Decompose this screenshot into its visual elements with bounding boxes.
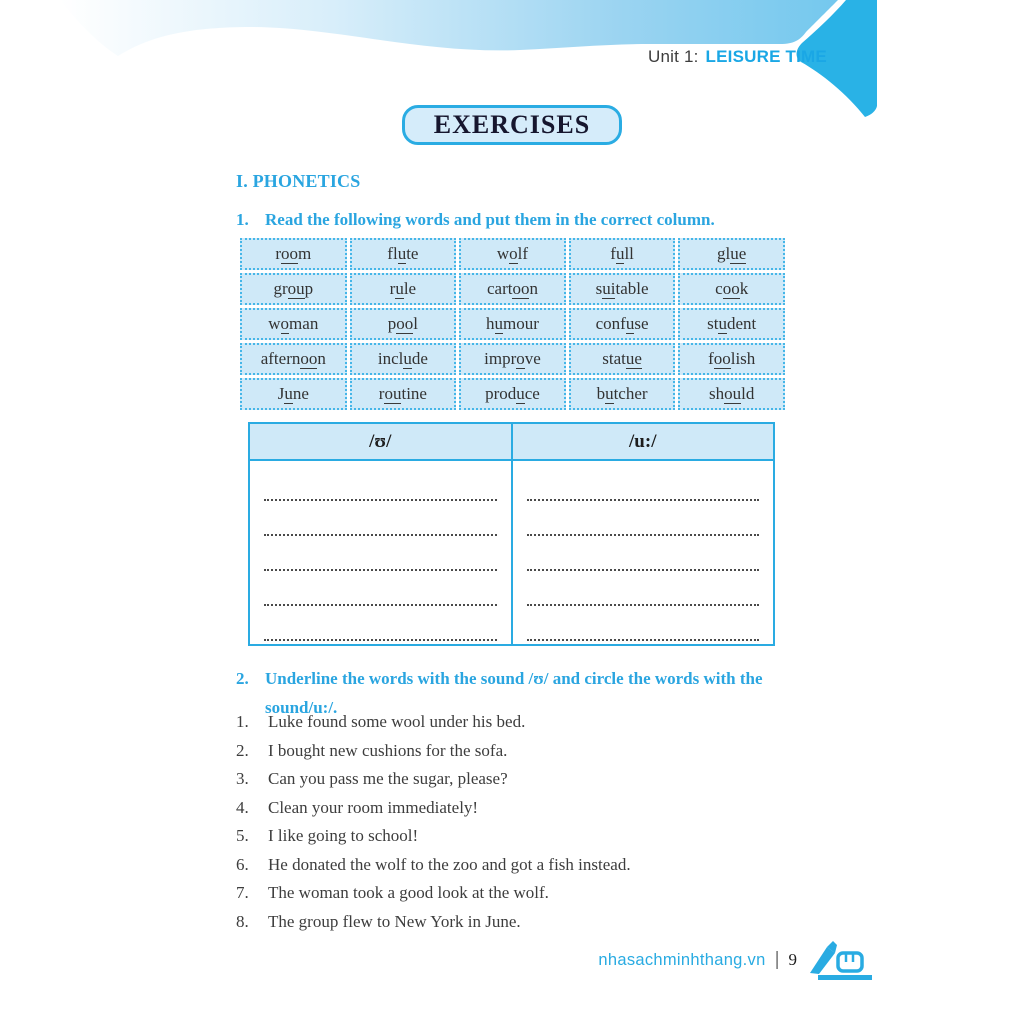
word-underlined: u (403, 349, 412, 368)
unit-header (648, 47, 827, 67)
sentence-text: I like going to school! (268, 826, 419, 845)
sentence-text: Luke found some wool under his bed. (268, 712, 526, 731)
word-post: ll (624, 244, 634, 263)
word-cell (240, 308, 347, 340)
sentence-number: 3. (236, 769, 249, 788)
word-cell (240, 343, 347, 375)
word-post: mour (503, 314, 539, 333)
word-cell (678, 308, 785, 340)
word-underlined: ou (287, 279, 305, 298)
sentence-text: The group flew to New York in June. (268, 911, 521, 931)
word-pre: impr (484, 349, 517, 368)
word-pre: w (268, 314, 281, 333)
word-cell (240, 238, 347, 270)
writing-hand-logo-icon (806, 940, 876, 987)
word-post: n (317, 349, 326, 368)
answer-cell-u-long (512, 460, 775, 645)
word-pre: sh (709, 384, 725, 403)
exercise2-number: 2. (236, 669, 249, 688)
unit-title: LEISURE TIME (705, 47, 827, 66)
word-cell (569, 378, 676, 410)
word-pre: r (378, 384, 385, 403)
word-underlined: u (605, 384, 614, 403)
word-cell (350, 308, 457, 340)
word-pre: b (596, 384, 606, 403)
word-post: de (411, 349, 428, 368)
word-pre: prod (485, 384, 517, 403)
sentence-text: He donated the wolf to the zoo and got a fish instead. (268, 854, 631, 874)
word-row (240, 238, 785, 270)
word-underlined: o (509, 244, 518, 263)
sentence-item (236, 742, 631, 760)
word-row (240, 378, 785, 410)
word-pre: st (707, 314, 719, 333)
word-pre: f (610, 244, 616, 263)
word-pre: r (275, 244, 282, 263)
word-cell (350, 378, 457, 410)
answer-table (248, 422, 775, 646)
word-cell (569, 308, 676, 340)
sentence-number: 7. (236, 883, 249, 902)
sentence-text: The woman took a good look at the wolf. (268, 883, 549, 902)
sentence-number: 8. (236, 911, 249, 931)
word-post: ne (292, 384, 309, 403)
unit-label: Unit 1: (648, 47, 699, 66)
word-underlined: u (718, 314, 727, 333)
word-post: te (406, 244, 419, 263)
word-cell (678, 378, 785, 410)
sentence-number: 1. (236, 712, 249, 731)
word-post: ve (524, 349, 541, 368)
dotted-answer-line (264, 501, 497, 536)
word-underlined: oo (722, 279, 740, 298)
word-cell (459, 308, 566, 340)
word-post: tcher (613, 384, 648, 403)
dotted-answer-line (527, 606, 760, 641)
exercise1-number: 1. (236, 210, 249, 229)
sentence-number: 5. (236, 826, 249, 845)
word-row (240, 273, 785, 305)
word-pre: J (277, 384, 285, 403)
dotted-answer-line (264, 571, 497, 606)
section-heading: I. PHONETICS (236, 171, 361, 191)
word-pre: gl (717, 244, 731, 263)
sentence-item (236, 827, 631, 845)
word-post: lf (517, 244, 529, 263)
footer-page-number: 9 (788, 950, 797, 969)
word-underlined: o (280, 314, 290, 333)
word-post: table (615, 279, 649, 298)
answer-table-body-row (249, 460, 774, 645)
sentence-list (236, 713, 631, 941)
word-pre: stat (602, 349, 626, 368)
word-cell (350, 343, 457, 375)
word-cell (678, 273, 785, 305)
sentence-number: 2. (236, 740, 249, 760)
word-post: p (304, 279, 314, 298)
word-cell (459, 273, 566, 305)
word-cell (350, 238, 457, 270)
dotted-answer-line (264, 536, 497, 571)
word-underlined: u (516, 384, 525, 403)
word-pre: fl (387, 244, 398, 263)
word-pre: conf (595, 314, 626, 333)
word-underlined: oo (396, 314, 414, 333)
exercise1-instruction-text: Read the following words and put them in the correct column. (265, 210, 715, 229)
dotted-answer-line (527, 501, 760, 536)
dotted-answer-line (264, 466, 497, 501)
sentence-text: I bought new cushions for the sofa. (268, 740, 508, 760)
word-post: tine (401, 384, 427, 403)
sentence-item (236, 799, 631, 817)
word-pre: cart (486, 279, 513, 298)
word-cell (240, 378, 347, 410)
word-underlined: u (494, 314, 504, 333)
sentence-item (236, 856, 631, 874)
dotted-answer-line (264, 606, 497, 641)
word-pre: gr (273, 279, 288, 298)
word-pre: r (389, 279, 396, 298)
word-post: le (403, 279, 417, 298)
word-cell (240, 273, 347, 305)
sentence-item (236, 913, 631, 931)
footer-site-url: nhasachminhthang.vn (598, 950, 766, 969)
word-post: n (529, 279, 538, 298)
word-pre: aftern (260, 349, 301, 368)
word-post: lish (730, 349, 756, 368)
word-pre: h (486, 314, 495, 333)
word-post: m (298, 244, 312, 263)
word-underlined: ue (625, 349, 642, 368)
word-pre: c (715, 279, 723, 298)
word-underlined: ou (384, 384, 402, 403)
word-underlined: u (615, 244, 625, 263)
word-cell (459, 378, 566, 410)
word-row (240, 308, 785, 340)
sentence-item (236, 884, 631, 902)
page-footer (598, 942, 876, 978)
word-underlined: u (625, 314, 635, 333)
word-cell (569, 343, 676, 375)
word-underlined: o (516, 349, 525, 368)
exercise1-instruction (236, 205, 788, 234)
word-underlined: u (397, 244, 407, 263)
word-pre: w (496, 244, 510, 263)
word-pre: f (708, 349, 714, 368)
word-cell (569, 238, 676, 270)
footer-divider: | (774, 949, 780, 970)
word-post: man (289, 314, 319, 333)
word-post: k (739, 279, 749, 298)
sentence-item (236, 713, 631, 731)
word-pre: s (595, 279, 603, 298)
word-post: ld (741, 384, 755, 403)
dotted-answer-line (527, 536, 760, 571)
word-pre: incl (377, 349, 404, 368)
word-underlined: oo (281, 244, 299, 263)
ipa-header-u-short: /ʊ/ (249, 423, 512, 460)
dotted-answer-line (527, 466, 760, 501)
word-post: ce (524, 384, 540, 403)
word-underlined: oo (300, 349, 318, 368)
word-pre: p (387, 314, 397, 333)
word-underlined: ui (602, 279, 616, 298)
word-underlined: ue (730, 244, 747, 263)
dotted-answer-line (527, 571, 760, 606)
word-underlined: u (284, 384, 293, 403)
sentence-number: 4. (236, 797, 249, 817)
word-cell (350, 273, 457, 305)
answer-cell-u-short (249, 460, 512, 645)
word-post: se (634, 314, 649, 333)
sentence-number: 6. (236, 854, 249, 874)
word-row (240, 343, 785, 375)
word-cell (678, 343, 785, 375)
sentence-item (236, 770, 631, 788)
sentence-text: Clean your room immediately! (268, 797, 479, 817)
ipa-header-u-long: /u:/ (512, 423, 775, 460)
word-underlined: oo (512, 279, 530, 298)
answer-table-header-row (249, 423, 774, 460)
word-cell (569, 273, 676, 305)
word-table (237, 235, 788, 413)
exercise2-instruction-text: Underline the words with the sound /ʊ/ and circle the words with the sound/u:/. (265, 669, 763, 717)
word-underlined: u (395, 279, 404, 298)
word-post: dent (726, 314, 757, 333)
word-cell (459, 238, 566, 270)
sentence-text: Can you pass me the sugar, please? (268, 769, 508, 788)
word-post: l (413, 314, 418, 333)
page-title: EXERCISES (433, 110, 591, 139)
exercises-title-box (402, 105, 622, 145)
word-underlined: oo (713, 349, 731, 368)
word-cell (678, 238, 785, 270)
word-underlined: ou (724, 384, 742, 403)
word-cell (459, 343, 566, 375)
